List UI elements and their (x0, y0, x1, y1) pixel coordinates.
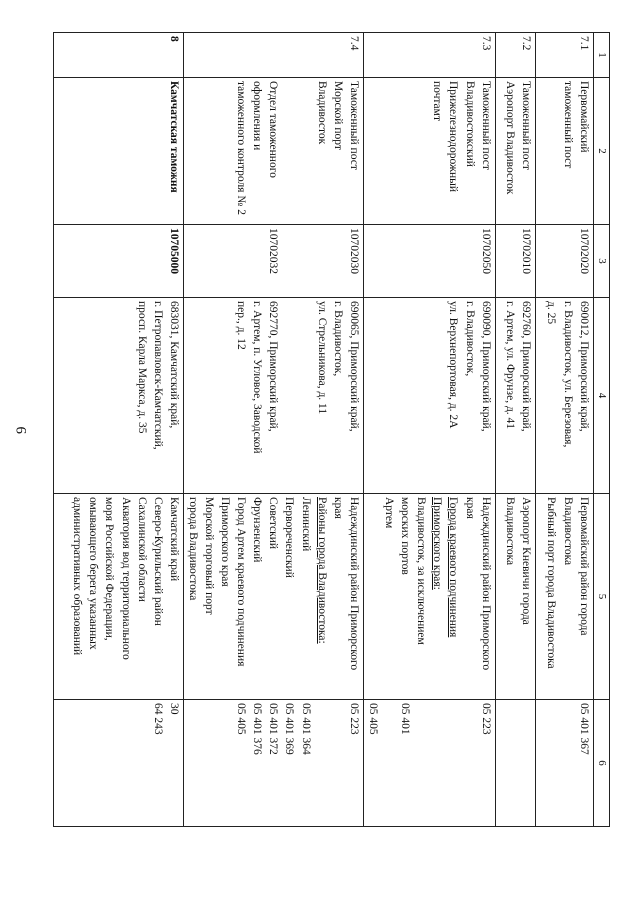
area-line: края (463, 497, 476, 519)
okato-code (535, 700, 593, 827)
area-line: Рыбный порт города Владивостока (545, 497, 558, 669)
area-heading: Районы города Владивостока: (315, 497, 328, 644)
office-name (183, 78, 363, 225)
area-line: Камчатский край (167, 497, 180, 582)
office-address (535, 298, 593, 494)
office-name-line: Таможенный пост (479, 81, 492, 170)
okato-code (183, 700, 363, 827)
okato-line: 05 401 367 (577, 703, 590, 755)
area-line: Приморского края (219, 497, 232, 587)
address-line: 692760, Приморский край, (519, 301, 532, 432)
area-line: Северо-Курильский район (151, 497, 164, 626)
area-line: края (331, 497, 344, 519)
address-line: г. Владивосток, ул. Березовая, (561, 301, 574, 448)
row-number: 7.3 (363, 33, 495, 78)
area-line: омывающего берега указанных (87, 497, 100, 650)
office-name-line: Морской порт (331, 81, 344, 150)
area-line: морских портов (399, 497, 412, 575)
address-line: просп. Карла Маркса, д. 35 (135, 301, 148, 434)
header-col-6: 6 (593, 700, 609, 827)
office-code: 10702010 (495, 225, 535, 298)
address-line: г. Артем, п. Угловое, Заводской (251, 301, 264, 454)
office-address (495, 298, 535, 494)
okato-line: 30 (167, 703, 180, 715)
address-line: 692770, Приморский край, (267, 301, 280, 432)
okato-line: 05 401 (399, 703, 412, 735)
okato-code (53, 700, 183, 827)
area-line: Ленинский (299, 497, 312, 552)
code-line: 10702032 (267, 228, 280, 274)
office-name-line: почтамт (431, 81, 444, 121)
table-row (495, 33, 535, 827)
area-line: Надеждинский район Приморского (479, 497, 492, 671)
office-code: 10702050 (363, 225, 495, 298)
row-number: 8 (53, 33, 183, 78)
address-line: пер., д. 12 (235, 301, 248, 350)
okato-line: 05 405 (366, 703, 379, 735)
office-name (495, 78, 535, 225)
okato-line: 05 401 369 (283, 703, 296, 755)
office-code: 10702020 (535, 225, 593, 298)
activity-area (495, 494, 535, 700)
area-heading: Приморского края: (431, 497, 444, 590)
office-name (535, 78, 593, 225)
address-line: 690012, Приморский край, (577, 301, 590, 432)
office-address (183, 298, 363, 494)
address-line: 683031, Камчатский край, (167, 301, 180, 429)
address-line: г. Артем, ул. Фрунзе, д. 41 (503, 301, 516, 430)
office-name-line: Таможенный пост (519, 81, 532, 170)
address-line: г. Владивосток, (331, 301, 344, 377)
address-line: г. Владивосток, (463, 301, 476, 377)
office-name-line: таможенный пост (561, 81, 574, 169)
table-header-row (593, 33, 609, 827)
area-line: города Владивостока (186, 497, 199, 601)
office-name-line: Камчатская таможня (167, 81, 180, 193)
activity-area (183, 494, 363, 700)
okato-line: 05 401 364 (299, 703, 312, 755)
area-line: Советский (267, 497, 280, 550)
area-line: Владивостока (503, 497, 516, 566)
address-line: ул. Верхнепортовая, д. 2А (447, 301, 460, 429)
table-row (363, 33, 495, 827)
area-line: моря Российской Федерации, (103, 497, 116, 641)
office-code: 10705000 (53, 225, 183, 298)
header-col-2: 2 (593, 78, 609, 225)
okato-line: 05 405 (235, 703, 248, 735)
area-line: Владивосток, за исключением (415, 497, 428, 645)
header-col-4: 4 (593, 298, 609, 494)
okato-code (363, 700, 495, 827)
office-name-line: Первомайский (577, 81, 590, 153)
area-line: Акватория вод территориального (119, 497, 132, 660)
activity-area (535, 494, 593, 700)
activity-area (53, 494, 183, 700)
area-line: Сахалинской области (135, 497, 148, 602)
address-line: ул. Стрельникова, д. 11 (315, 301, 328, 415)
area-line: Морской торговый порт (203, 497, 216, 615)
address-line: 690065, Приморский край, (347, 301, 360, 432)
office-name-line: Владивостокский (463, 81, 476, 167)
table-row (183, 33, 363, 827)
okato-line: 64 243 (151, 703, 164, 735)
office-name (53, 78, 183, 225)
okato-line: 05 223 (347, 703, 360, 735)
address-line: д. 25 (545, 301, 558, 325)
area-line: Аэропорт Кневичи города (519, 497, 532, 625)
page-number: 9 (14, 426, 30, 434)
row-number: 7.1 (535, 33, 593, 78)
row-number: 7.2 (495, 33, 535, 78)
address-line: г. Петропавловск-Камчатский, (151, 301, 164, 450)
office-address (363, 298, 495, 494)
area-line: административных образований (71, 497, 84, 656)
office-name-line: оформления и (251, 81, 264, 151)
area-line: Артем (383, 497, 396, 529)
area-line: Первореченский (283, 497, 296, 578)
area-line: Владивостока (561, 497, 574, 566)
table-row (535, 33, 593, 827)
office-name (363, 78, 495, 225)
okato-code (495, 700, 535, 827)
header-col-3: 3 (593, 225, 609, 298)
okato-line: 05 223 (479, 703, 492, 735)
area-line: Город Артем краевого подчинения (235, 497, 248, 667)
office-name-line: Отдел таможенного (267, 81, 280, 178)
area-line: Надеждинский район Приморского (347, 497, 360, 671)
customs-offices-table (53, 32, 610, 827)
table-row (53, 33, 183, 827)
office-name-line: Прижелезнодорожный (447, 81, 460, 193)
office-name-line: таможенного контроля № 2 (235, 81, 248, 215)
office-code (183, 225, 363, 298)
office-name-line: Аэропорт Владивосток (503, 81, 516, 195)
area-line: Фрунзенский (251, 497, 264, 563)
activity-area (363, 494, 495, 700)
header-col-5: 5 (593, 494, 609, 700)
okato-line: 05 401 372 (267, 703, 280, 755)
office-address (53, 298, 183, 494)
address-line: 690090, Приморский край, (479, 301, 492, 432)
okato-line: 05 401 376 (251, 703, 264, 755)
header-col-1: 1 (593, 33, 609, 78)
area-heading: Города краевого подчинения (447, 497, 460, 638)
office-name-line: Таможенный пост (347, 81, 360, 170)
customs-table-sheet (71, 32, 610, 820)
row-number: 7.4 (183, 33, 363, 78)
office-name-line: Владивосток (315, 81, 328, 145)
area-line: Первомайский район города (577, 497, 590, 636)
code-line: 10702030 (347, 228, 360, 274)
